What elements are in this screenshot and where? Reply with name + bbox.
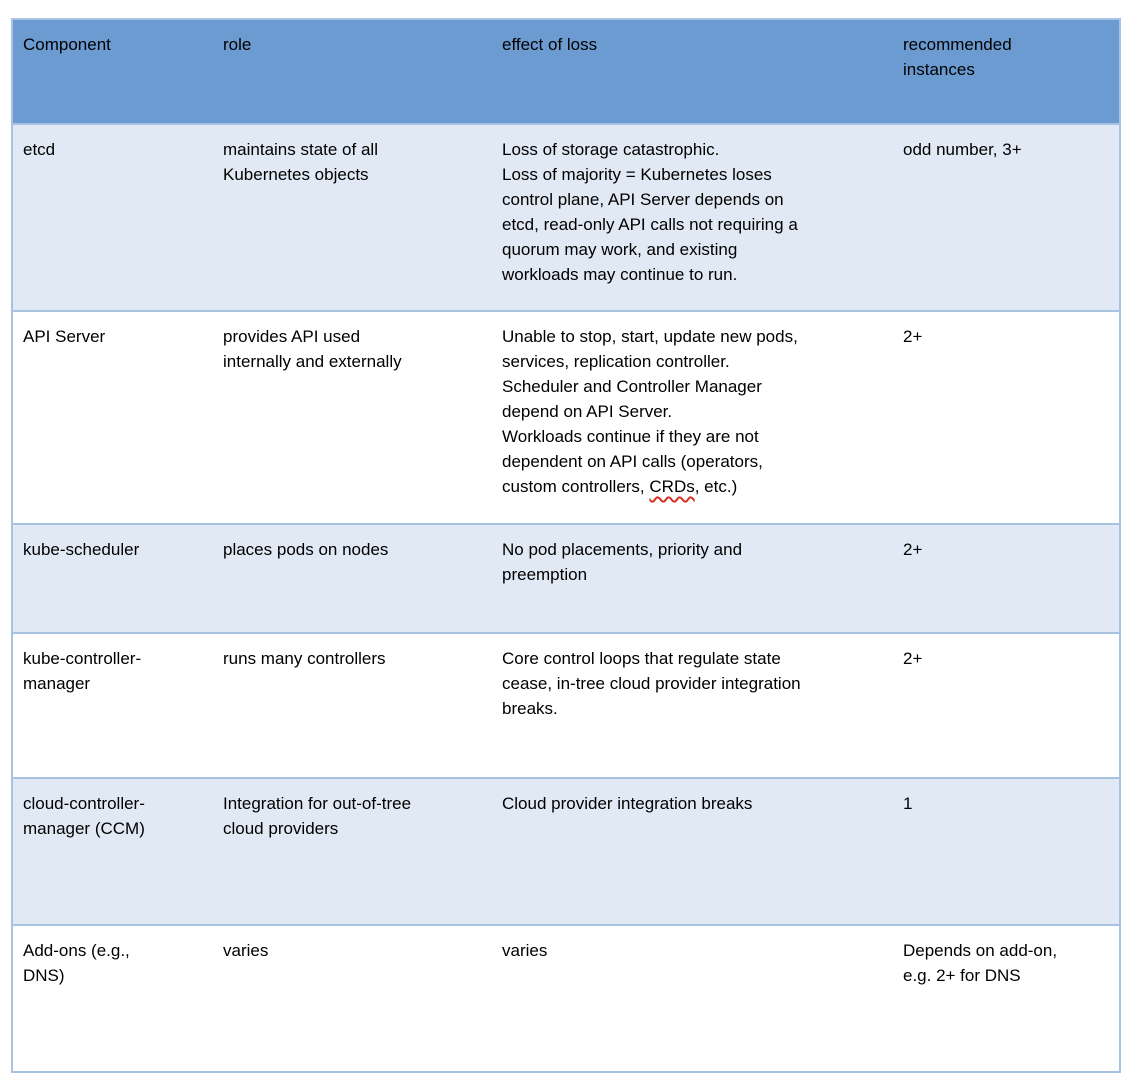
- cell-recommended-instances[interactable]: [893, 634, 1119, 777]
- cell-recommended-instances[interactable]: [893, 926, 1119, 1071]
- row-kube-controller-manager: [13, 632, 1119, 777]
- effect-paragraph: Core control loops that regulate state cease, in-tree cloud provider integration breaks.: [502, 649, 801, 718]
- components-table: [11, 18, 1121, 1073]
- component-name: kube-scheduler: [23, 540, 140, 559]
- role-text: Integration for out-of-tree cloud providers: [223, 794, 412, 838]
- effect-paragraph: varies: [502, 941, 548, 960]
- cell-component[interactable]: [13, 926, 213, 1071]
- cell-role[interactable]: [213, 525, 492, 632]
- cell-component[interactable]: [13, 125, 213, 310]
- row-cloud-controller-manager: [13, 777, 1119, 924]
- effect-paragraph: Loss of majority = Kubernetes loses control plane, API Server depends on etcd, read-only API calls not requiring a quorum may work, and existing workloads may continue to run.: [502, 165, 798, 284]
- role-text: maintains state of all Kubernetes objects: [223, 140, 378, 184]
- recommended-text: 1: [903, 794, 913, 813]
- column-header-label: Component: [23, 35, 111, 54]
- role-text: runs many controllers: [223, 649, 386, 668]
- cell-role[interactable]: [213, 926, 492, 1071]
- header-row: [13, 20, 1119, 123]
- cell-effect-of-loss[interactable]: [492, 926, 893, 1071]
- recommended-text: Depends on add-on, e.g. 2+ for DNS: [903, 941, 1058, 985]
- header-cell-role[interactable]: [213, 20, 492, 123]
- column-header-label: effect of loss: [502, 35, 598, 54]
- column-header-label: role: [223, 35, 252, 54]
- role-text: places pods on nodes: [223, 540, 389, 559]
- effect-paragraph: Cloud provider integration breaks: [502, 794, 753, 813]
- cell-effect-of-loss[interactable]: [492, 634, 893, 777]
- recommended-text: 2+: [903, 540, 923, 559]
- effect-paragraph: No pod placements, priority and preemption: [502, 540, 743, 584]
- row-api-server: [13, 310, 1119, 523]
- effect-paragraph: Unable to stop, start, update new pods, services, replication controller.: [502, 327, 798, 371]
- recommended-text: odd number, 3+: [903, 140, 1022, 159]
- cell-role[interactable]: [213, 125, 492, 310]
- role-text: provides API used internally and externally: [223, 327, 402, 371]
- cell-component[interactable]: [13, 312, 213, 523]
- misspelled-word: CRDs: [649, 477, 695, 496]
- column-header-label: recommended instances: [903, 35, 1012, 79]
- header-cell-component[interactable]: [13, 20, 213, 123]
- cell-effect-of-loss[interactable]: [492, 525, 893, 632]
- header-cell-effect-of-loss[interactable]: [492, 20, 893, 123]
- effect-paragraph: Scheduler and Controller Manager depend on API Server.: [502, 377, 762, 421]
- component-name: Add-ons (e.g., DNS): [23, 941, 130, 985]
- recommended-text: 2+: [903, 327, 923, 346]
- role-text: varies: [223, 941, 269, 960]
- recommended-text: 2+: [903, 649, 923, 668]
- effect-paragraph: Workloads continue if they are not dependent on API calls (operators, custom controllers, CRDs, etc.): [502, 427, 763, 496]
- component-name: API Server: [23, 327, 106, 346]
- cell-effect-of-loss[interactable]: [492, 125, 893, 310]
- cell-recommended-instances[interactable]: [893, 525, 1119, 632]
- cell-effect-of-loss[interactable]: [492, 779, 893, 924]
- cell-recommended-instances[interactable]: [893, 312, 1119, 523]
- cell-component[interactable]: [13, 525, 213, 632]
- cell-role[interactable]: [213, 634, 492, 777]
- component-name: etcd: [23, 140, 56, 159]
- component-name: cloud-controller-manager (CCM): [23, 794, 145, 838]
- effect-paragraph: Loss of storage catastrophic.: [502, 140, 720, 159]
- cell-effect-of-loss[interactable]: [492, 312, 893, 523]
- cell-recommended-instances[interactable]: [893, 125, 1119, 310]
- header-cell-recommended-instances[interactable]: [893, 20, 1119, 123]
- row-etcd: [13, 123, 1119, 310]
- cell-component[interactable]: [13, 634, 213, 777]
- cell-role[interactable]: [213, 779, 492, 924]
- cell-component[interactable]: [13, 779, 213, 924]
- cell-role[interactable]: [213, 312, 492, 523]
- component-name: kube-controller-manager: [23, 649, 142, 693]
- cell-recommended-instances[interactable]: [893, 779, 1119, 924]
- row-add-ons: [13, 924, 1119, 1071]
- row-kube-scheduler: [13, 523, 1119, 632]
